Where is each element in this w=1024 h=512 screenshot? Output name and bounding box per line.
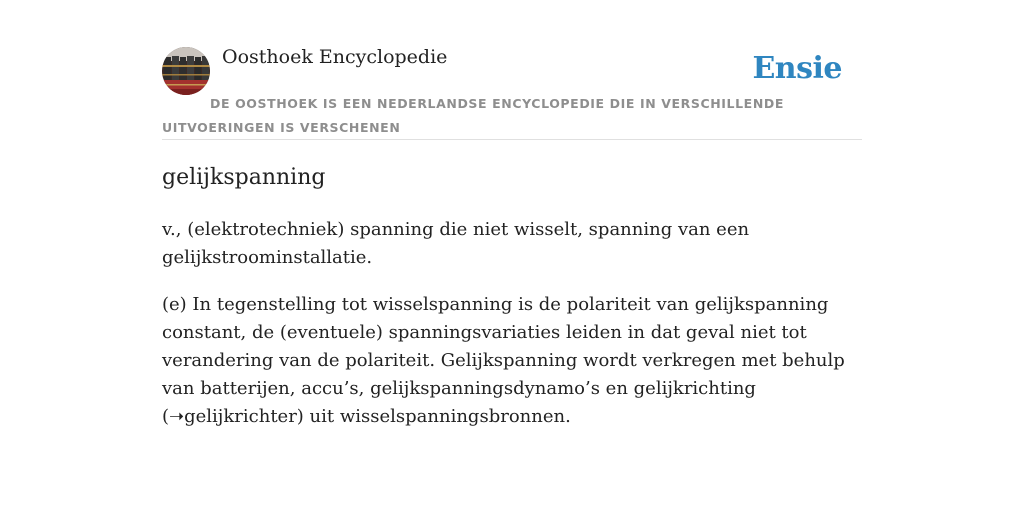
site-tagline: DE OOSTHOEK IS EEN NEDERLANDSE ENCYCLOPEDIE DIE IN VERSCHILLENDE UITVOERINGEN IS VERSCHENEN — [162, 96, 784, 135]
header-divider — [162, 139, 862, 140]
article — [162, 162, 862, 431]
brand-logo[interactable]: Ensie — [752, 51, 842, 86]
encyclopedia-books-icon[interactable] — [162, 47, 210, 95]
definition-paragraph: v., (elektrotechniek) spanning die niet wisselt, spanning van een gelijkstroominstallatie. — [162, 219, 750, 268]
explanation-paragraph: (e) In tegenstelling tot wisselspanning is de polariteit van gelijkspanning constant, de (eventuele) spanningsvariaties leiden in dat geval niet tot verandering van de polariteit. Gelijkspanning wordt verkregen met behulp van batterijen, accu’s, gelijkspanningsdynamo’s en gelijkrichting (➝gelijkrichter) uit wisselspanningsbronnen. — [162, 294, 845, 427]
site-name[interactable]: Oosthoek Encyclopedie — [222, 46, 448, 68]
article-title: gelijkspanning — [162, 165, 326, 190]
